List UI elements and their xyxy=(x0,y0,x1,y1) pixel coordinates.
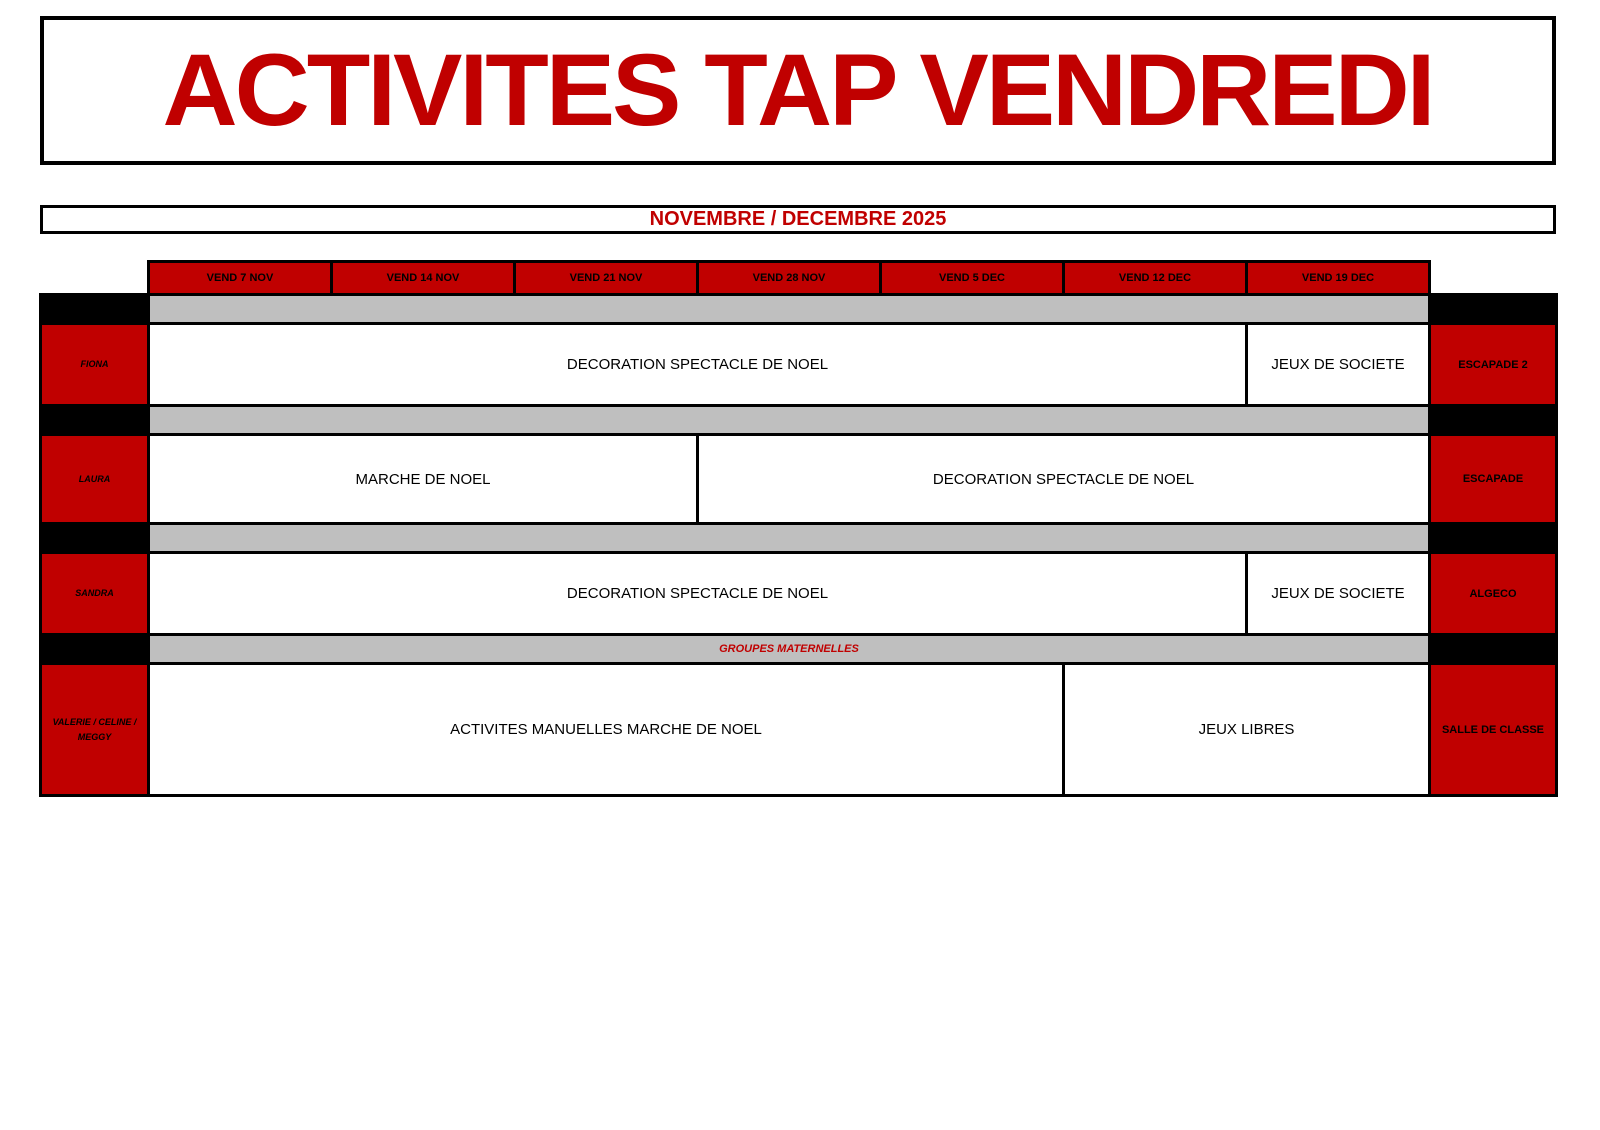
separator-bar xyxy=(150,525,1428,551)
date-header-cell: VEND 28 NOV xyxy=(699,263,879,293)
activity-cell: DECORATION SPECTACLE DE NOEL xyxy=(150,325,1245,404)
separator-bar xyxy=(150,296,1428,322)
leader-cell-laura: LAURA xyxy=(42,436,147,522)
separator-corner-cell xyxy=(42,636,147,662)
separator-corner-cell xyxy=(1431,407,1555,433)
section-bar-maternelles: GROUPES MATERNELLES xyxy=(150,636,1428,662)
date-header-cell: VEND 12 DEC xyxy=(1065,263,1245,293)
date-header-cell: VEND 7 NOV xyxy=(150,263,330,293)
activity-cell: MARCHE DE NOEL xyxy=(150,436,696,522)
activity-cell: DECORATION SPECTACLE DE NOEL xyxy=(150,554,1245,633)
date-header-cell: VEND 21 NOV xyxy=(516,263,696,293)
activity-cell: JEUX DE SOCIETE xyxy=(1248,554,1428,633)
leader-cell-valerie-celine-meggy: VALERIE / CELINE / MEGGY xyxy=(42,665,147,794)
room-cell-algeco: ALGECO xyxy=(1431,554,1555,633)
room-cell-escapade: ESCAPADE xyxy=(1431,436,1555,522)
room-cell-escapade-2: ESCAPADE 2 xyxy=(1431,325,1555,404)
room-cell-salle-de-classe: SALLE DE CLASSE xyxy=(1431,665,1555,794)
separator-corner-cell xyxy=(42,296,147,322)
schedule-table xyxy=(42,263,1555,794)
separator-corner-cell xyxy=(42,525,147,551)
page-title: ACTIVITES TAP VENDREDI xyxy=(163,33,1433,147)
separator-corner-cell xyxy=(1431,525,1555,551)
leader-cell-sandra: SANDRA xyxy=(42,554,147,633)
leader-cell-fiona: FIONA xyxy=(42,325,147,404)
title-box xyxy=(40,16,1556,165)
date-header-cell: VEND 14 NOV xyxy=(333,263,513,293)
date-header-cell: VEND 19 DEC xyxy=(1248,263,1428,293)
date-header-cell: VEND 5 DEC xyxy=(882,263,1062,293)
period-subtitle: NOVEMBRE / DECEMBRE 2025 xyxy=(649,208,947,230)
subtitle-box xyxy=(40,205,1556,234)
separator-bar xyxy=(150,407,1428,433)
separator-corner-cell xyxy=(1431,636,1555,662)
activity-cell: DECORATION SPECTACLE DE NOEL xyxy=(699,436,1428,522)
activity-cell: ACTIVITES MANUELLES MARCHE DE NOEL xyxy=(150,665,1062,794)
separator-corner-cell xyxy=(42,407,147,433)
activity-cell: JEUX DE SOCIETE xyxy=(1248,325,1428,404)
activity-cell: JEUX LIBRES xyxy=(1065,665,1428,794)
separator-corner-cell xyxy=(1431,296,1555,322)
